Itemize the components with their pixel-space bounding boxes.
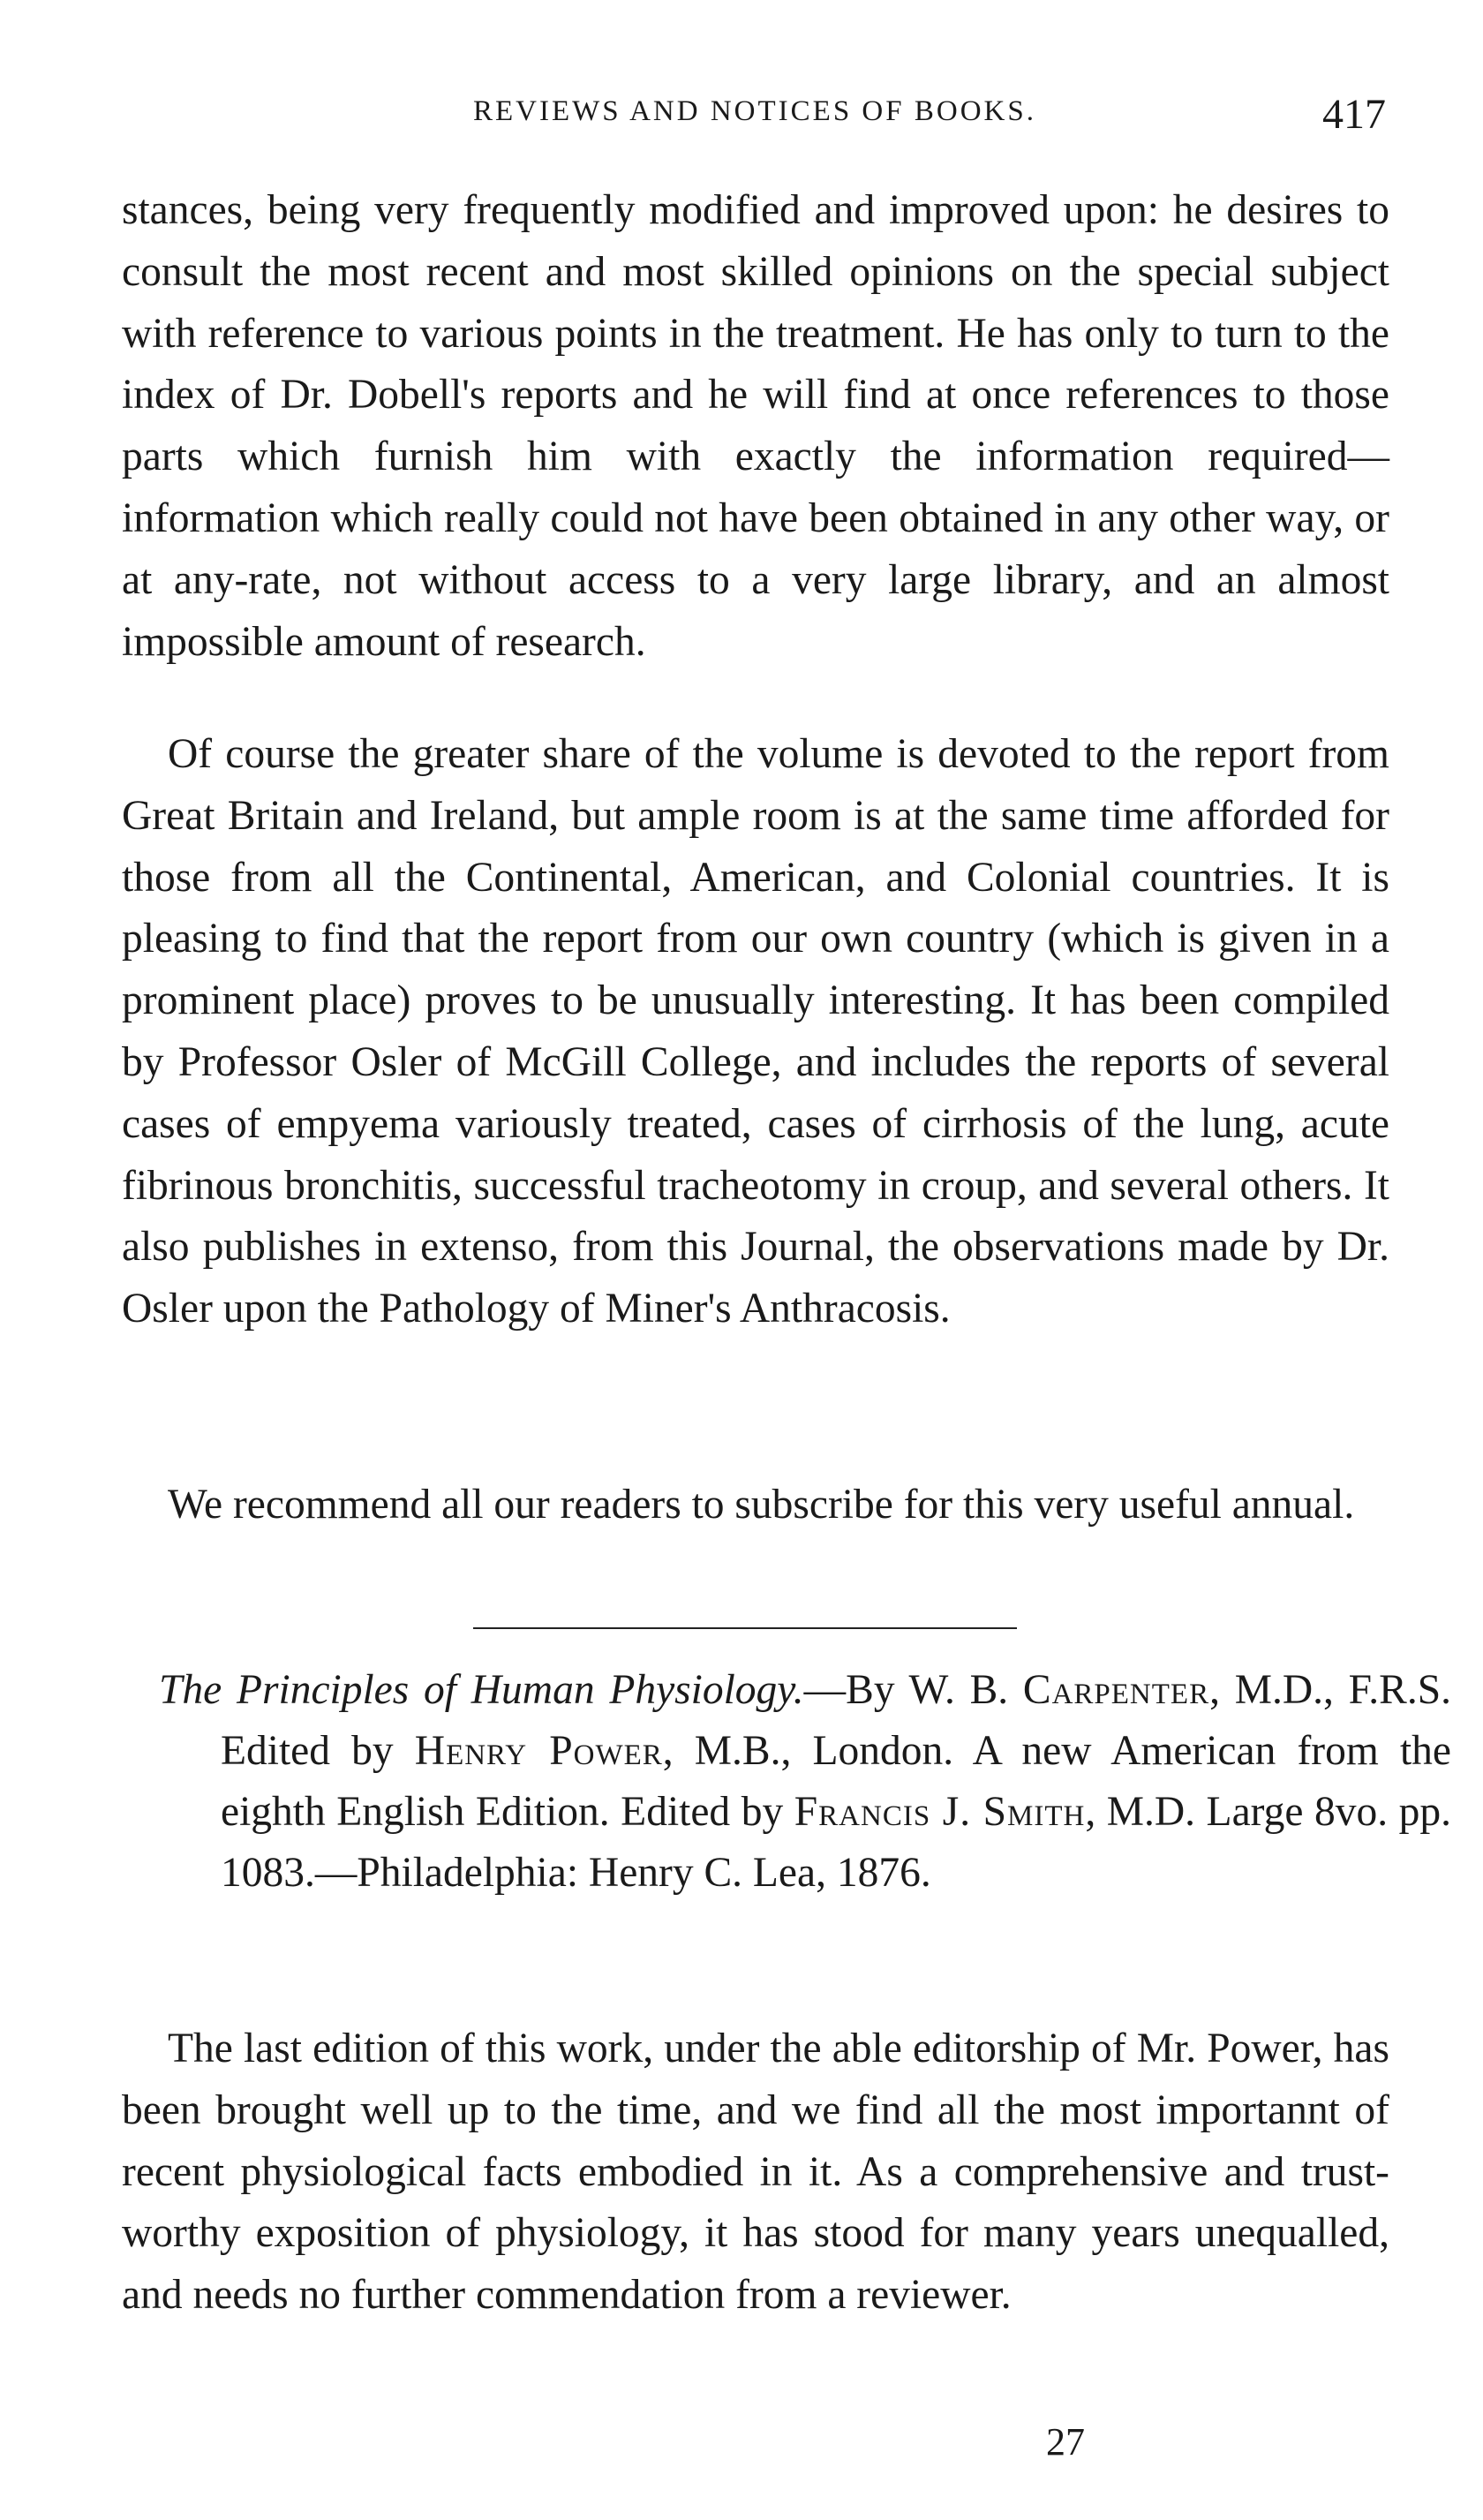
paragraph-review: [122, 2018, 1389, 2327]
paragraph-osler-report: [122, 724, 1389, 1340]
paragraph-recommendation: [122, 1475, 1389, 1536]
paragraph-text: Of course the greater share of the volume is devoted to the report from Great Britain and Ireland, but ample room is at the same time afforded for those from all the Continental, American, and Colonial countries. It is pleasing to find that the report from our own country (which is given in a prominent place) proves to be unusually interesting. It has been compiled by Professor Osler of McGill College, and includes the reports of several cases of empyema variously treated, cases of cirrhosis of the lung, acute fibrinous bronchitis, successful tracheotomy in croup, and several others. It also publishes in extenso, from this Journal, the observations made by Dr. Osler upon the Pathology of Miner's Anthracosis.: [122, 731, 1389, 1332]
citation-by: —By W. B.: [803, 1667, 1023, 1713]
american-editor-name: Francis J. Smith: [794, 1789, 1086, 1835]
publication-details: , M.D. Large 8vo. pp. 1083.—Philadelphia: Henry C. Lea, 1876.: [221, 1789, 1452, 1896]
book-citation: [159, 1660, 1451, 1904]
section-divider: [473, 1627, 1017, 1629]
paragraph-continued: [122, 180, 1389, 673]
paragraph-text: We recommend all our readers to subscribe for this very useful annual.: [168, 1482, 1355, 1528]
paragraph-text: stances, being very frequently modified and improved upon: he desires to consult the most recent and most skilled opinions on the special subject with reference to various points in the treatment. He has only to turn to the index of Dr. Dobell's reports and he will find at once references to those parts which furnish him with exactly the information required—information which really could not have been obtained in any other way, or at any-rate, not without access to a very large library, and an almost impossible amount of research.: [122, 187, 1389, 665]
editor-name: Henry Power: [414, 1728, 663, 1774]
paragraph-text: The last edition of this work, under the able editorship of Mr. Power, has been brought well up to the time, and we find all the most importannt of recent physiological facts embodied in it. As a comprehensive and trust-worthy exposition of physiology, it has stood for many years unequalled, and needs no further commendation from a reviewer.: [122, 2026, 1389, 2319]
running-head-title: REVIEWS AND NOTICES OF BOOKS.: [473, 95, 1036, 127]
running-head: [124, 91, 1386, 148]
author-qualifications: , M.D., F.R.S. Edited by: [221, 1667, 1451, 1774]
page-number: 417: [1322, 91, 1386, 138]
signature-mark: 27: [1046, 2420, 1085, 2463]
editor-qualifications: , M.B., London. A new American from the eighth English Edition. Edited by: [221, 1728, 1451, 1835]
book-title: The Principles of Human Physiology.: [159, 1667, 804, 1713]
author-name: Carpenter: [1022, 1667, 1210, 1713]
